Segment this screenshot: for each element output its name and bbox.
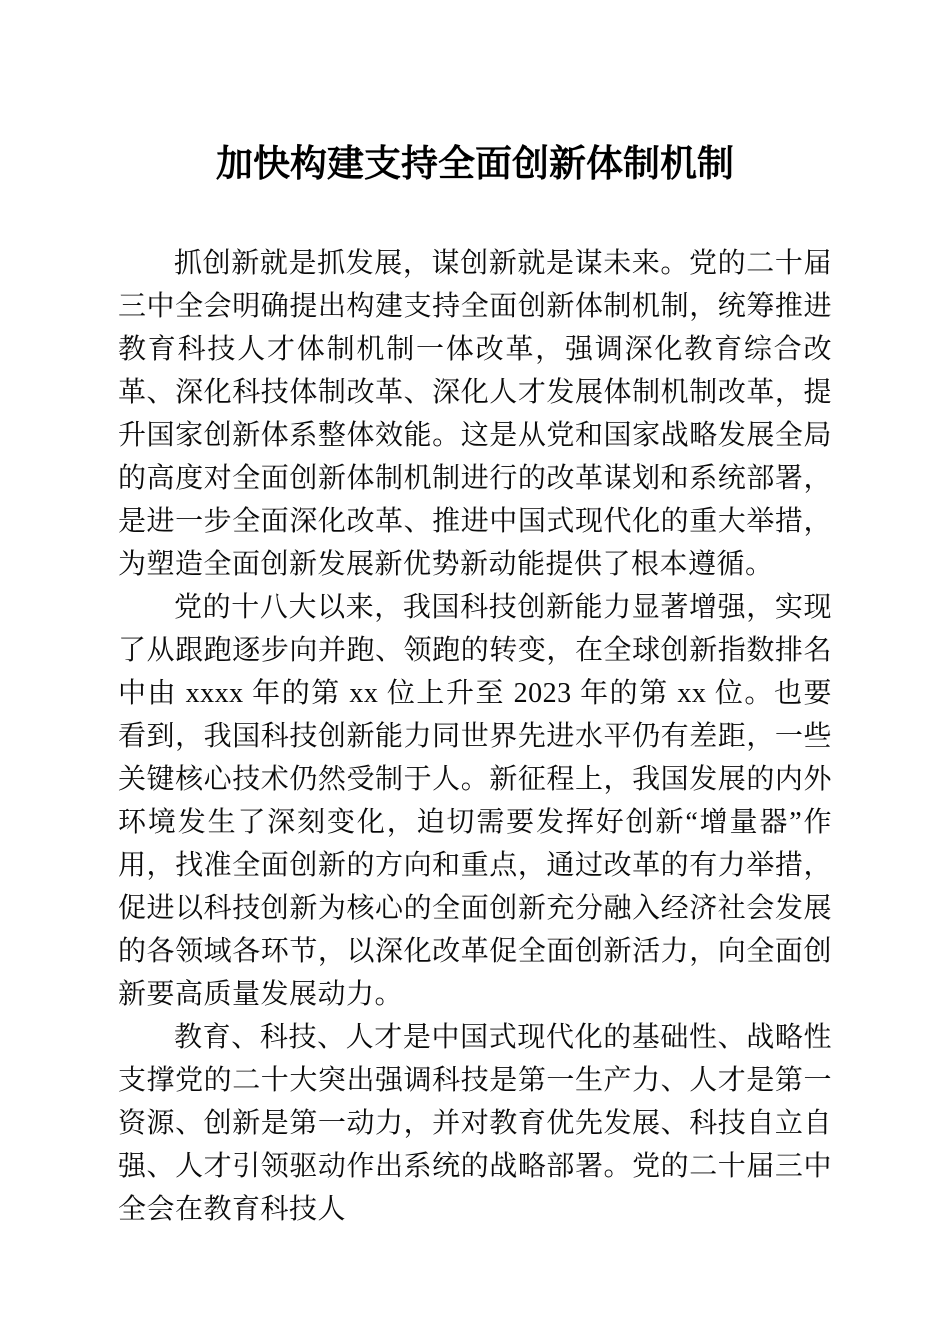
paragraph-1: 抓创新就是抓发展，谋创新就是谋未来。党的二十届三中全会明确提出构建支持全面创新体制机制，统筹推进教育科技人才体制机制一体改革，强调深化教育综合改革、深化科技体制改革、深化人才发展体制机制改革，提升国家创新体系整体效能。这是从党和国家战略发展全局的高度对全面创新体制机制进行的改革谋划和系统部署，是进一步全面深化改革、推进中国式现代化的重大举措，为塑造全面创新发展新优势新动能提供了根本遵循。: [118, 248, 832, 580]
document-body: [118, 242, 832, 1231]
paragraph-3: 教育、科技、人才是中国式现代化的基础性、战略性支撑党的二十大突出强调科技是第一生产力、人才是第一资源、创新是第一动力，并对教育优先发展、科技自立自强、人才引领驱动作出系统的战略部署。党的二十届三中全会在教育科技人: [118, 1022, 832, 1225]
document-title: 加快构建支持全面创新体制机制: [216, 143, 734, 184]
paragraph-2: 党的十八大以来，我国科技创新能力显著增强，实现了从跟跑逐步向并跑、领跑的转变，在全球创新指数排名中由 xxxx 年的第 xx 位上升至 2023 年的第 xx 位。也要看到，我国科技创新能力同世界先进水平仍有差距，一些关键核心技术仍然受制于人。新征程上，我国发展的内外环境发生了深刻变化，迫切需要发挥好创新“增量器”作用，找准全面创新的方向和重点，通过改革的有力举措，促进以科技创新为核心的全面创新充分融入经济社会发展的各领域各环节，以深化改革促全面创新活力，向全面创新要高质量发展动力。: [118, 592, 832, 1010]
